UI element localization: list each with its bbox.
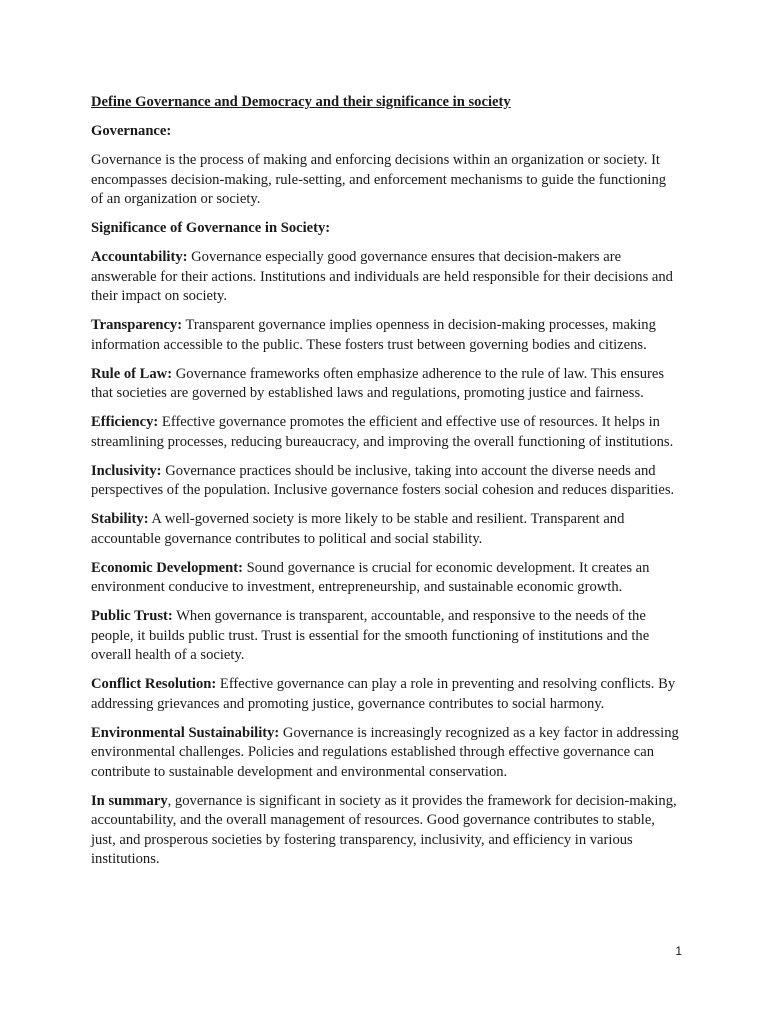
point-accountability (91, 248, 681, 307)
point-text: Sound governance is crucial for economic development. It creates an environment conducive to investment, entrepreneurship, and sustainable economic growth. (91, 559, 650, 595)
point-term: Transparency: (91, 317, 183, 333)
page-number: 1 (675, 944, 682, 958)
point-term: Environmental Sustainability: (91, 724, 280, 741)
point-text: Governance frameworks often emphasize adherence to the rule of law. This ensures that societies are governed by established laws and regulations, promoting justice and fairness. (91, 365, 665, 401)
point-term: Economic Development: (91, 559, 243, 576)
point-term: Accountability: (91, 249, 188, 265)
point-text: A well-governed society is more likely to be stable and resilient. Transparent and accountable governance contributes to political and social stability. (91, 511, 625, 547)
point-public-trust (91, 607, 681, 666)
point-text: Governance is increasingly recognized as a key factor in addressing environmental challenges. Policies and regulations established through effective governance can contribute to sustainable development and environmental conservation. (91, 724, 679, 780)
point-conflict-resolution (91, 675, 681, 714)
point-environmental-sustainability (91, 724, 681, 783)
governance-heading: Governance: (91, 123, 172, 139)
point-term: Efficiency: (91, 414, 159, 430)
point-term: Rule of Law: (91, 365, 173, 382)
point-text: Effective governance promotes the efficient and effective use of resources. It helps in streamlining processes, reducing bureaucracy, and improving the overall functioning of institutions. (91, 414, 674, 450)
point-inclusivity (91, 462, 681, 501)
point-text: Effective governance can play a role in preventing and resolving conflicts. By addressing grievances and promoting justice, governance contributes to social harmony. (91, 676, 676, 712)
summary-text: , governance is significant in society as it provides the framework for decision-making, accountability, and the overall management of resources. Good governance contributes to stable, just, and prosperous societies by fostering transparency, inclusivity, and efficiency in various institutions. (91, 792, 677, 867)
point-term: Stability: (91, 511, 149, 527)
point-stability (91, 510, 681, 549)
point-term: Inclusivity: (91, 462, 162, 479)
significance-heading: Significance of Governance in Society: (91, 220, 331, 236)
point-text: When governance is transparent, accountable, and responsive to the needs of the people, it builds public trust. Trust is essential for the smooth functioning of institutions and the overall health of a society. (91, 608, 650, 663)
summary-paragraph (91, 792, 681, 870)
point-transparency (91, 316, 681, 355)
point-rule-of-law (91, 365, 681, 404)
point-term: Conflict Resolution: (91, 676, 217, 692)
point-economic-development (91, 559, 681, 598)
point-term: Public Trust: (91, 608, 173, 624)
point-text: Transparent governance implies openness in decision-making processes, making information accessible to the public. These fosters trust between governing bodies and citizens. (91, 317, 656, 353)
summary-term: In summary (91, 792, 168, 809)
governance-definition: Governance is the process of making and enforcing decisions within an organization or society. It encompasses decision-making, rule-setting, and enforcement mechanisms to guide the functioning of an organization or society. (91, 152, 667, 207)
document-title: Define Governance and Democracy and their significance in society (91, 94, 511, 110)
point-text: Governance practices should be inclusive, taking into account the diverse needs and perspectives of the population. Inclusive governance fosters social cohesion and reduces disparities. (91, 462, 675, 498)
point-text: Governance especially good governance ensures that decision-makers are answerable for their actions. Institutions and individuals are held responsible for their decisions and their impact on society. (91, 249, 673, 304)
point-efficiency (91, 413, 681, 452)
document-body (91, 93, 681, 879)
